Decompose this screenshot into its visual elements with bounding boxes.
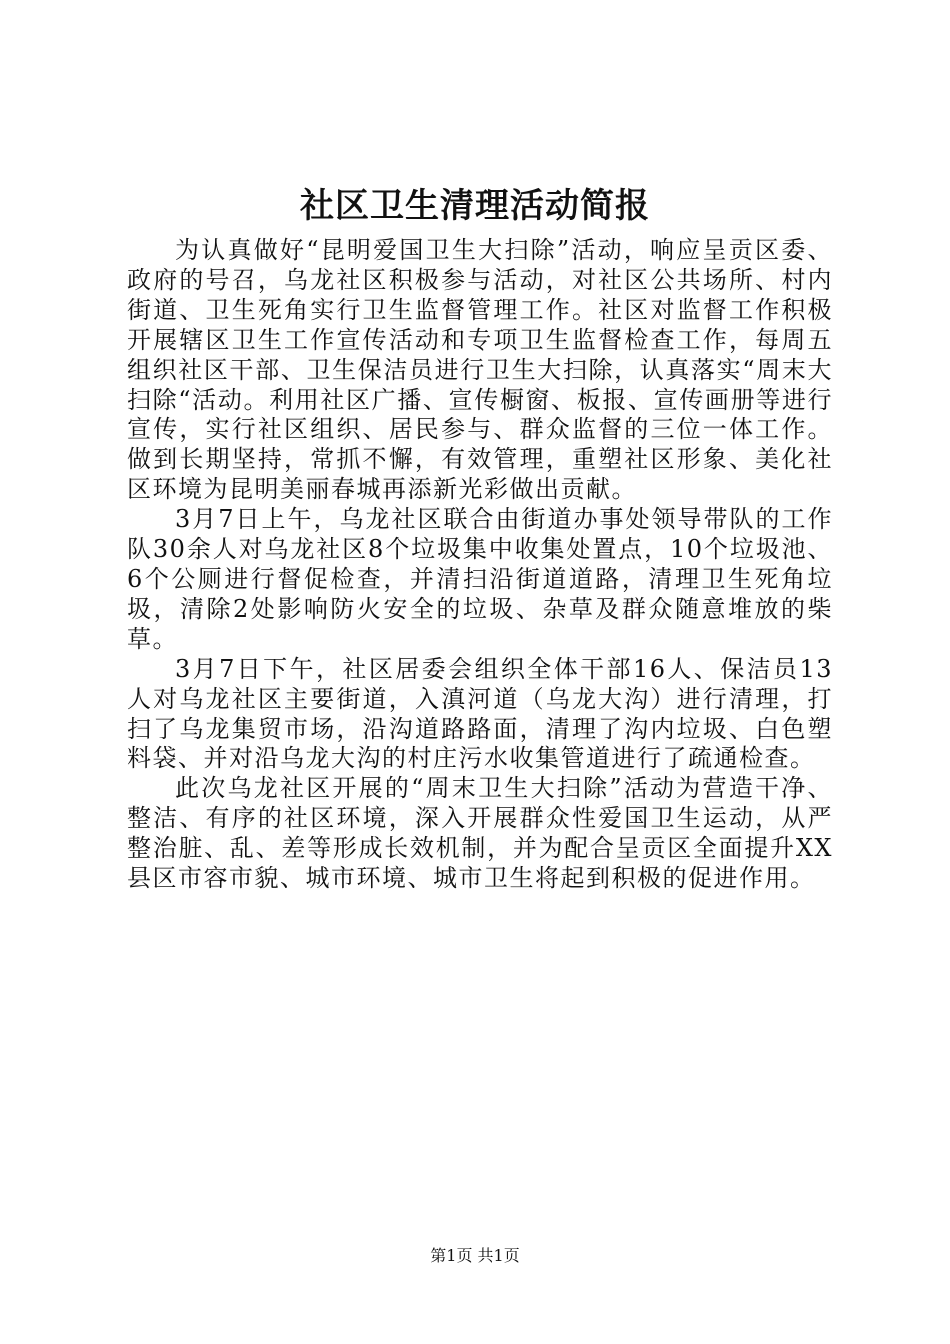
paragraph-intro: 为认真做好“昆明爱国卫生大扫除”活动，响应呈贡区委、政府的号召，乌龙社区积极参与活动，对社区公共场所、村内街道、卫生死角实行卫生监督管理工作。社区对监督工作积极开展辖区卫生工作宣传活动和专项卫生监督检查工作，每周五组织社区干部、卫生保洁员进行卫生大扫除，认真落实“周末大扫除“活动。利用社区广播、宣传橱窗、板报、宣传画册等进行宣传，实行社区组织、居民参与、群众监督的三位一体工作。做到长期坚持，常抓不懈，有效管理，重塑社区形象、美化社区环境为昆明美丽春城再添新光彩做出贡献。 [127, 236, 833, 504]
paragraph-morning: 3月7日上午，乌龙社区联合由街道办事处领导带队的工作队30余人对乌龙社区8个垃圾集中收集处置点，10个垃圾池、6个公厕进行督促检查，并清扫沿街道道路，清理卫生死角垃圾，清除2处影响防火安全的垃圾、杂草及群众随意堆放的柴草。 [127, 505, 833, 653]
page-footer: 第1页 共1页 [430, 1246, 520, 1265]
page-title: 社区卫生清理活动简报 [300, 186, 650, 226]
document-body [127, 236, 833, 894]
paragraph-conclusion: 此次乌龙社区开展的“周末卫生大扫除”活动为营造干净、整洁、有序的社区环境，深入开展群众性爱国卫生运动，从严整治脏、乱、差等形成长效机制，并为配合呈贡区全面提升XX县区市容市貌、城市环境、城市卫生将起到积极的促进作用。 [127, 774, 833, 893]
paragraph-afternoon: 3月7日下午，社区居委会组织全体干部16人、保洁员13人对乌龙社区主要街道，入滇河道（乌龙大沟）进行清理，打扫了乌龙集贸市场，沿沟道路路面，清理了沟内垃圾、白色塑料袋、并对沿乌龙大沟的村庄污水收集管道进行了疏通检查。 [127, 654, 833, 773]
